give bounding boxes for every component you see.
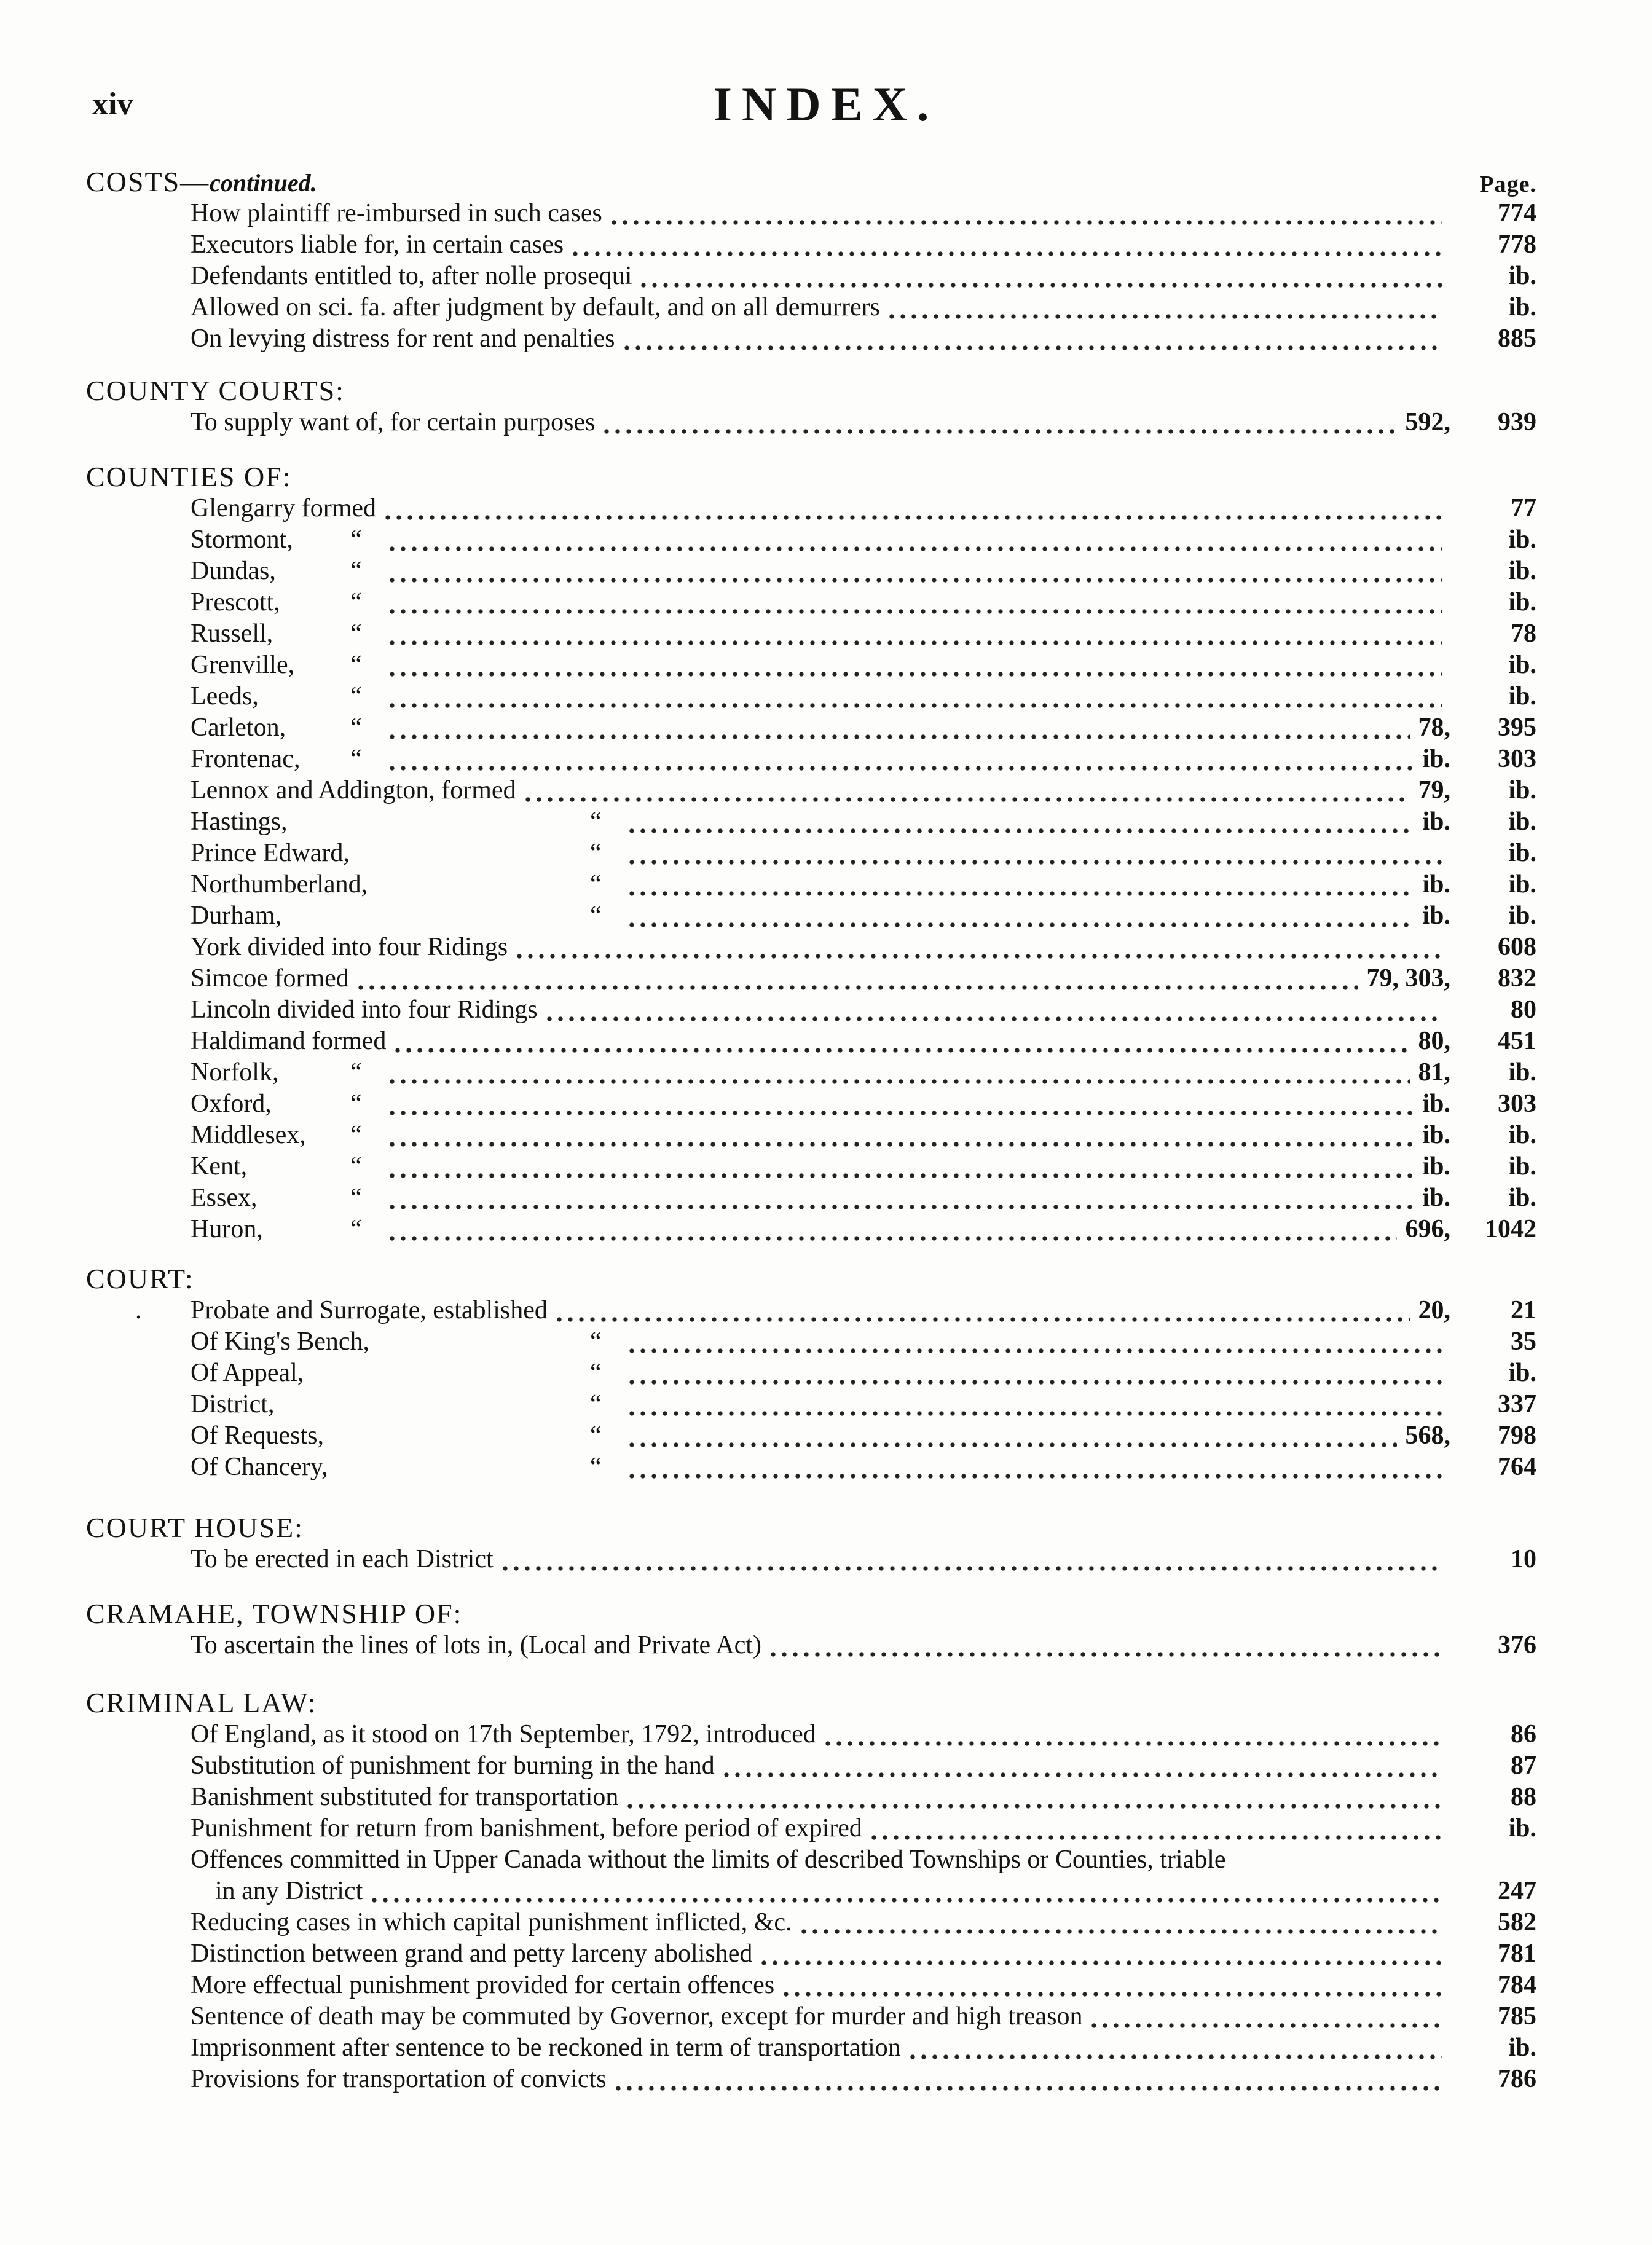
entry-text: Of England, as it stood on 17th September, 1792, introduced: [191, 1720, 816, 1748]
index-entry: [86, 1326, 1573, 1358]
index-entry: [86, 1907, 1573, 1938]
dot-leader: [822, 1719, 1442, 1750]
entry-text: Of Appeal,: [191, 1359, 304, 1387]
ditto-mark: “: [350, 745, 362, 773]
ditto-mark: “: [590, 1359, 602, 1387]
index-entry: [86, 1358, 1573, 1389]
index-section: [86, 166, 1573, 355]
dot-leader: [387, 1057, 1410, 1088]
dot-leader: [624, 1782, 1442, 1813]
dot-leader: [387, 650, 1442, 681]
page-title: INDEX.: [713, 77, 939, 131]
entry-page: 781: [1498, 1940, 1536, 1968]
entry-page: 764: [1498, 1453, 1536, 1481]
dot-leader: [626, 900, 1414, 932]
entry-page: 21: [1511, 1296, 1536, 1324]
entry-page: 78: [1511, 619, 1536, 648]
entry-page: 1042: [1485, 1215, 1536, 1243]
dot-leader: [382, 493, 1442, 524]
entry-page: 798: [1498, 1421, 1536, 1450]
entry-text: Dundas,: [191, 557, 276, 585]
entry-page: 303: [1498, 1090, 1536, 1118]
entry-ref: ib.: [1422, 1090, 1450, 1118]
entry-ref: 79,: [1418, 776, 1450, 804]
dot-leader: [758, 1938, 1442, 1970]
entry-text: Durham,: [191, 902, 282, 930]
dot-leader: [387, 618, 1442, 650]
entry-ref: ib.: [1422, 902, 1450, 930]
entry-page: ib.: [1508, 2034, 1536, 2062]
index-entry: [86, 1214, 1573, 1245]
index-entry: [86, 1420, 1573, 1452]
entry-ref: 20,: [1418, 1296, 1450, 1324]
dot-leader: [886, 292, 1442, 323]
index-entry: [86, 261, 1573, 292]
entry-text: Distinction between grand and petty larceny abolished: [191, 1940, 753, 1968]
entry-page: 247: [1498, 1877, 1536, 1905]
section-heading: COUNTIES OF:: [86, 461, 292, 492]
entry-text: How plaintiff re-imbursed in such cases: [191, 199, 602, 227]
entry-text: Leeds,: [191, 682, 259, 710]
dot-leader: [355, 963, 1358, 994]
index-entry: [86, 806, 1573, 838]
index-entry: [86, 1844, 1573, 1876]
ditto-mark: “: [590, 902, 602, 930]
index-entry: [86, 1750, 1573, 1782]
entry-text: To be erected in each District: [191, 1545, 494, 1573]
dot-leader: [601, 407, 1397, 438]
index-entry: [86, 493, 1573, 524]
entry-text: On levying distress for rent and penalties: [191, 324, 615, 353]
index-entry: [86, 292, 1573, 323]
dot-leader: [907, 2032, 1442, 2064]
ditto-mark: “: [590, 839, 602, 867]
entry-page: 785: [1498, 2002, 1536, 2031]
index-entry: [86, 1813, 1573, 1844]
entry-ref: 568,: [1405, 1421, 1450, 1450]
ditto-mark: “: [350, 651, 362, 679]
entry-text: Russell,: [191, 619, 273, 648]
entry-page: 832: [1498, 964, 1536, 993]
dot-leader: [387, 681, 1442, 712]
index-entry: [86, 1938, 1573, 1970]
entry-text: Frontenac,: [191, 745, 301, 773]
index-entry: [86, 963, 1573, 994]
entry-ref: ib.: [1422, 1184, 1450, 1212]
index-entry: [86, 1719, 1573, 1750]
index-section: [86, 1687, 1573, 2095]
entry-text: in any District: [215, 1877, 363, 1905]
index-entry: [86, 994, 1573, 1026]
entry-text: Simcoe formed: [191, 964, 349, 993]
entry-page: 337: [1498, 1390, 1536, 1418]
index-entry: [86, 1452, 1573, 1483]
entry-page: ib.: [1508, 651, 1536, 679]
entry-ref: 81,: [1418, 1058, 1450, 1087]
dot-leader: [500, 1544, 1442, 1575]
entry-ref: 696,: [1405, 1215, 1450, 1243]
entry-text: Grenville,: [191, 651, 295, 679]
index-section: [86, 1512, 1573, 1575]
entry-page: ib.: [1508, 525, 1536, 554]
entry-page: ib.: [1508, 776, 1536, 804]
dot-leader: [387, 712, 1410, 744]
index-entry: [86, 1970, 1573, 2001]
dot-leader: [781, 1970, 1442, 2001]
entry-text: Haldimand formed: [191, 1027, 387, 1055]
index-entry: [86, 2064, 1573, 2095]
entry-ref: ib.: [1422, 870, 1450, 898]
dot-leader: [387, 1088, 1414, 1120]
dot-leader: [608, 198, 1442, 229]
entry-page: 778: [1498, 230, 1536, 259]
entry-text: Defendants entitled to, after nolle prosequi: [191, 262, 632, 290]
index-section: [86, 461, 1573, 1245]
ditto-mark: “: [350, 1090, 362, 1118]
entry-page: 88: [1511, 1783, 1536, 1811]
entry-page: ib.: [1508, 1152, 1536, 1181]
entry-page: ib.: [1508, 839, 1536, 867]
entry-text: Provisions for transportation of convicts: [191, 2065, 607, 2093]
dot-leader: [387, 524, 1442, 556]
dot-leader: [626, 869, 1414, 900]
index-entry: [86, 1057, 1573, 1088]
dot-leader: [387, 1182, 1414, 1214]
ditto-mark: “: [350, 682, 362, 710]
index-section: [86, 375, 1573, 438]
entry-text: Banishment substituted for transportation: [191, 1783, 619, 1811]
ditto-mark: “: [350, 1121, 362, 1149]
entry-text: Imprisonment after sentence to be reckoned in term of transportation: [191, 2034, 901, 2062]
entry-page: ib.: [1508, 1121, 1536, 1149]
entry-text: Huron,: [191, 1215, 263, 1243]
dot-leader: [721, 1750, 1442, 1782]
dot-leader: [369, 1876, 1442, 1907]
entry-text: Of Requests,: [191, 1421, 324, 1450]
entry-text: Kent,: [191, 1152, 248, 1181]
entry-page: ib.: [1508, 293, 1536, 321]
ditto-mark: “: [590, 1390, 602, 1418]
index-entry: [86, 838, 1573, 869]
heading-continued: continued.: [210, 169, 317, 197]
entry-text: More effectual punishment provided for certain offences: [191, 1971, 775, 1999]
dot-leader: [387, 556, 1442, 587]
dot-leader: [554, 1295, 1410, 1326]
entry-text: Substitution of punishment for burning in the hand: [191, 1752, 715, 1780]
entry-text: Of King's Bench,: [191, 1327, 370, 1356]
entry-page: ib.: [1508, 262, 1536, 290]
ditto-mark: “: [590, 1327, 602, 1356]
index-entry: [86, 1389, 1573, 1420]
index-entry: [86, 1876, 1573, 1907]
entry-text: Oxford,: [191, 1090, 272, 1118]
index-entry: [86, 618, 1573, 650]
ditto-mark: “: [590, 808, 602, 836]
dot-leader: [387, 1120, 1414, 1151]
ditto-mark: “: [350, 588, 362, 616]
entry-page: 774: [1498, 199, 1536, 227]
entry-text: Lennox and Addington, formed: [191, 776, 516, 804]
entry-page: 86: [1511, 1720, 1536, 1748]
entry-text: Essex,: [191, 1184, 258, 1212]
index-entry: [86, 900, 1573, 932]
entry-text: Hastings,: [191, 808, 288, 836]
index-entry: [86, 1088, 1573, 1120]
entry-ref: ib.: [1422, 1121, 1450, 1149]
entry-page: 77: [1511, 494, 1536, 522]
entry-text: Allowed on sci. fa. after judgment by default, and on all demurrers: [191, 293, 880, 321]
entry-page: ib.: [1508, 1814, 1536, 1842]
section-heading: COURT HOUSE:: [86, 1512, 304, 1543]
index-entry: [86, 681, 1573, 712]
entry-page: 786: [1498, 2065, 1536, 2093]
dot-leader: [621, 323, 1442, 355]
index-entry: [86, 712, 1573, 744]
dot-leader: [868, 1813, 1442, 1844]
entry-text: York divided into four Ridings: [191, 933, 508, 961]
dot-leader: [514, 932, 1442, 963]
ditto-mark: “: [350, 557, 362, 585]
entry-text: Probate and Surrogate, established: [191, 1296, 548, 1324]
index-entry: [86, 1120, 1573, 1151]
dot-leader: [387, 587, 1442, 618]
entry-text: District,: [191, 1390, 275, 1418]
entry-ref: ib.: [1422, 808, 1450, 836]
index-section: [86, 1263, 1573, 1483]
dot-leader: [544, 994, 1442, 1026]
section-heading: CRAMAHE, TOWNSHIP OF:: [86, 1598, 463, 1629]
entry-page: ib.: [1508, 1359, 1536, 1387]
entry-text: Punishment for return from banishment, before period of expired: [191, 1814, 862, 1842]
dot-leader: [626, 1420, 1397, 1452]
entry-text: Norfolk,: [191, 1058, 279, 1087]
entry-page: 303: [1498, 745, 1536, 773]
entry-text: Reducing cases in which capital punishment inflicted, &c.: [191, 1908, 792, 1936]
index-entry: [86, 744, 1573, 775]
entry-page: 80: [1511, 996, 1536, 1024]
ditto-mark: “: [350, 1152, 362, 1181]
section-heading: COSTS—continued. Page.: [86, 166, 1573, 198]
index-section: [86, 1598, 1573, 1661]
dot-leader: [387, 1151, 1414, 1182]
dot-leader: [798, 1907, 1442, 1938]
entry-page: 608: [1498, 933, 1536, 961]
dot-leader: [626, 806, 1414, 838]
entry-page: 885: [1498, 324, 1536, 353]
section-heading: COURT:: [86, 1263, 194, 1294]
index-entry: [86, 932, 1573, 963]
index-entry: [86, 775, 1573, 806]
dot-leader: [522, 775, 1410, 806]
entry-page: 10: [1511, 1545, 1536, 1573]
entry-text: Stormont,: [191, 525, 293, 554]
entry-page: ib.: [1508, 588, 1536, 616]
entry-ref: 79, 303,: [1366, 964, 1450, 993]
index-entry: [86, 1295, 1573, 1326]
dot-leader: [392, 1026, 1410, 1057]
ditto-mark: “: [350, 714, 362, 742]
dot-leader: [626, 1452, 1442, 1483]
entry-page: ib.: [1508, 557, 1536, 585]
entry-page: 376: [1498, 1631, 1536, 1659]
index-entry: [86, 650, 1573, 681]
entry-page: 451: [1498, 1027, 1536, 1055]
entry-text: Lincoln divided into four Ridings: [191, 996, 538, 1024]
index-entry: [86, 1782, 1573, 1813]
index-entry: [86, 556, 1573, 587]
entry-text: Offences committed in Upper Canada without the limits of described Townships or Counties, triable: [191, 1846, 1226, 1874]
entry-page: ib.: [1508, 1058, 1536, 1087]
entry-text: Glengarry formed: [191, 494, 377, 522]
entry-ref: ib.: [1422, 745, 1450, 773]
dot-leader: [626, 1326, 1442, 1358]
entry-text: Northumberland,: [191, 870, 368, 898]
index-entry: [86, 524, 1573, 556]
entry-page: 395: [1498, 714, 1536, 742]
entry-page: 35: [1511, 1327, 1536, 1356]
ditto-mark: “: [590, 870, 602, 898]
entry-ref: 80,: [1418, 1027, 1450, 1055]
section-heading: COUNTY COURTS:: [86, 375, 345, 406]
section-heading: CRIMINAL LAW:: [86, 1687, 317, 1718]
entry-page: 939: [1498, 408, 1536, 436]
entry-text: Prince Edward,: [191, 839, 350, 867]
entry-ref: 592,: [1405, 408, 1450, 436]
index-entry: [86, 869, 1573, 900]
entry-text: Of Chancery,: [191, 1453, 328, 1481]
index-entry: [86, 407, 1573, 438]
entry-text: To supply want of, for certain purposes: [191, 408, 596, 436]
index-entry: [86, 1151, 1573, 1182]
index-entry: [86, 1630, 1573, 1661]
entry-page: ib.: [1508, 808, 1536, 836]
index-entry: [86, 1182, 1573, 1214]
page-column-header: Page.: [1479, 171, 1536, 197]
dot-leader: [387, 1214, 1397, 1245]
index-entry: [86, 1026, 1573, 1057]
ditto-mark: “: [350, 1184, 362, 1212]
ditto-mark: “: [350, 1058, 362, 1087]
entry-page: 582: [1498, 1908, 1536, 1936]
index-entry: [86, 229, 1573, 261]
entry-page: ib.: [1508, 902, 1536, 930]
dot-leader: [1088, 2001, 1442, 2032]
entry-text: Prescott,: [191, 588, 280, 616]
dot-leader: [626, 838, 1442, 869]
ditto-mark: “: [350, 525, 362, 554]
entry-text: Sentence of death may be commuted by Governor, except for murder and high treason: [191, 2002, 1083, 2031]
index-entry: [86, 323, 1573, 355]
dot-leader: [387, 744, 1414, 775]
dot-leader: [613, 2064, 1442, 2095]
ditto-mark: “: [590, 1421, 602, 1450]
dot-leader: [626, 1358, 1442, 1389]
ditto-mark: “: [350, 1215, 362, 1243]
index-entry: [86, 1544, 1573, 1575]
entry-text: Carleton,: [191, 714, 286, 742]
page-folio: xiv: [92, 87, 133, 122]
entry-text: To ascertain the lines of lots in, (Local and Private Act): [191, 1631, 761, 1659]
index-entry: [86, 2032, 1573, 2064]
entry-page: 87: [1511, 1752, 1536, 1780]
entry-ref: ib.: [1422, 1152, 1450, 1181]
entry-text: Executors liable for, in certain cases: [191, 230, 564, 259]
dot-leader: [570, 229, 1442, 261]
entry-text: Middlesex,: [191, 1121, 306, 1149]
entry-page: ib.: [1508, 682, 1536, 710]
dot-leader: [626, 1389, 1442, 1420]
index-entry: [86, 587, 1573, 618]
index-entry: [86, 198, 1573, 229]
entry-page: ib.: [1508, 870, 1536, 898]
entry-page: ib.: [1508, 1184, 1536, 1212]
entry-ref: 78,: [1418, 714, 1450, 742]
entry-bullet: .: [135, 1296, 142, 1324]
dot-leader: [768, 1630, 1442, 1661]
ditto-mark: “: [590, 1453, 602, 1481]
ditto-mark: “: [350, 619, 362, 648]
index-entry: [86, 2001, 1573, 2032]
dot-leader: [638, 261, 1442, 292]
entry-page: 784: [1498, 1971, 1536, 1999]
